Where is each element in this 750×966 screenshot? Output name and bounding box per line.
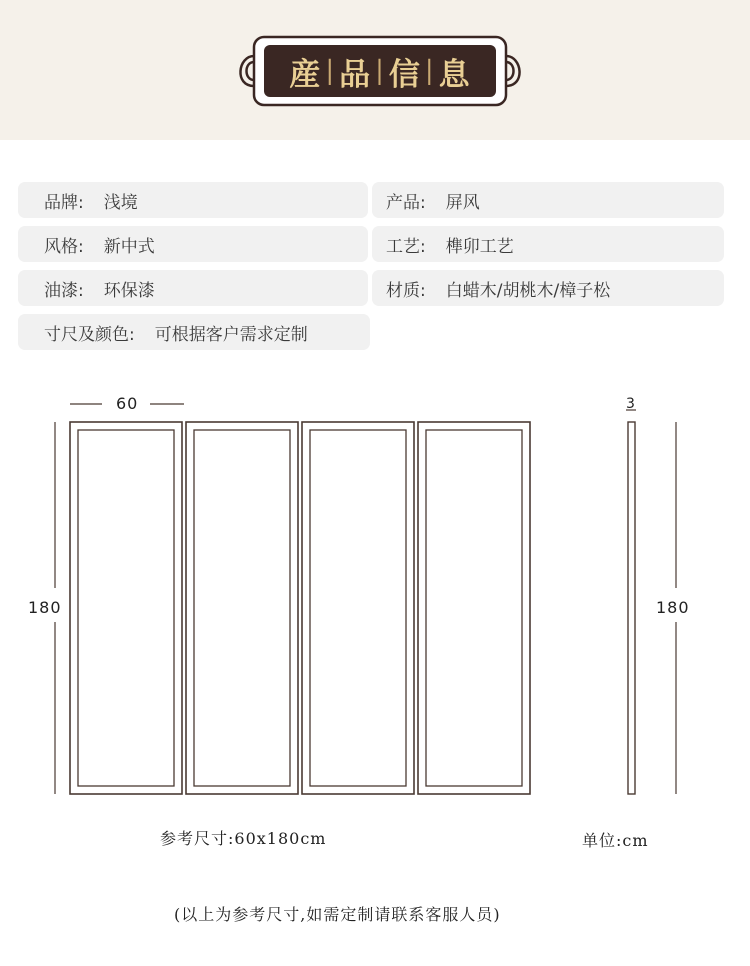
panel-inner [310, 430, 406, 786]
unit-caption: 单位:cm [582, 831, 649, 850]
panel-inner [426, 430, 522, 786]
info-value: 环保漆 [103, 280, 155, 301]
info-label: 油漆: [44, 280, 84, 301]
height-label-right: 180 [656, 598, 690, 617]
panel-outer [186, 422, 298, 794]
height-label-left: 180 [28, 598, 62, 617]
title-char: 息 [438, 56, 471, 93]
title-char: 産 [289, 56, 322, 93]
info-product [372, 182, 724, 218]
panel-inner [78, 430, 174, 786]
width-label: 60 [116, 394, 139, 413]
info-label: 寸尺及颜色: [44, 324, 135, 345]
info-value: 白蜡木/胡桃木/樟子松 [445, 280, 611, 301]
info-label: 品牌: [44, 192, 84, 213]
info-value: 榫卯工艺 [445, 236, 514, 257]
info-paint [18, 270, 368, 306]
info-style [18, 226, 368, 262]
info-value: 新中式 [103, 236, 155, 257]
depth-label: 3 [626, 396, 636, 412]
info-material [372, 270, 724, 306]
info-label: 风格: [44, 236, 84, 257]
info-label: 工艺: [386, 236, 426, 257]
title-separator: | [325, 56, 336, 86]
info-value: 浅境 [103, 192, 138, 213]
info-label: 材质: [386, 280, 426, 301]
info-size [18, 314, 370, 350]
title-separator: | [424, 56, 435, 86]
custom-note: (以上为参考尺寸,如需定制请联系客服人员) [174, 905, 501, 924]
title-char: 信 [388, 56, 421, 93]
screen-dimension-diagram [0, 390, 750, 810]
panel-outer [418, 422, 530, 794]
title-plaque [232, 34, 528, 108]
info-craft [372, 226, 724, 262]
info-value: 屏风 [445, 192, 480, 213]
reference-size-caption: 参考尺寸:60x180cm [160, 829, 327, 848]
panel-inner [194, 430, 290, 786]
side-view-panel [628, 422, 635, 794]
panel-outer [70, 422, 182, 794]
info-brand [18, 182, 368, 218]
title-separator: | [375, 56, 385, 86]
title-char: 品 [339, 56, 372, 93]
info-label: 产品: [386, 192, 426, 213]
panel-outer [302, 422, 414, 794]
info-value: 可根据客户需求定制 [154, 324, 308, 345]
page-title [232, 34, 528, 108]
